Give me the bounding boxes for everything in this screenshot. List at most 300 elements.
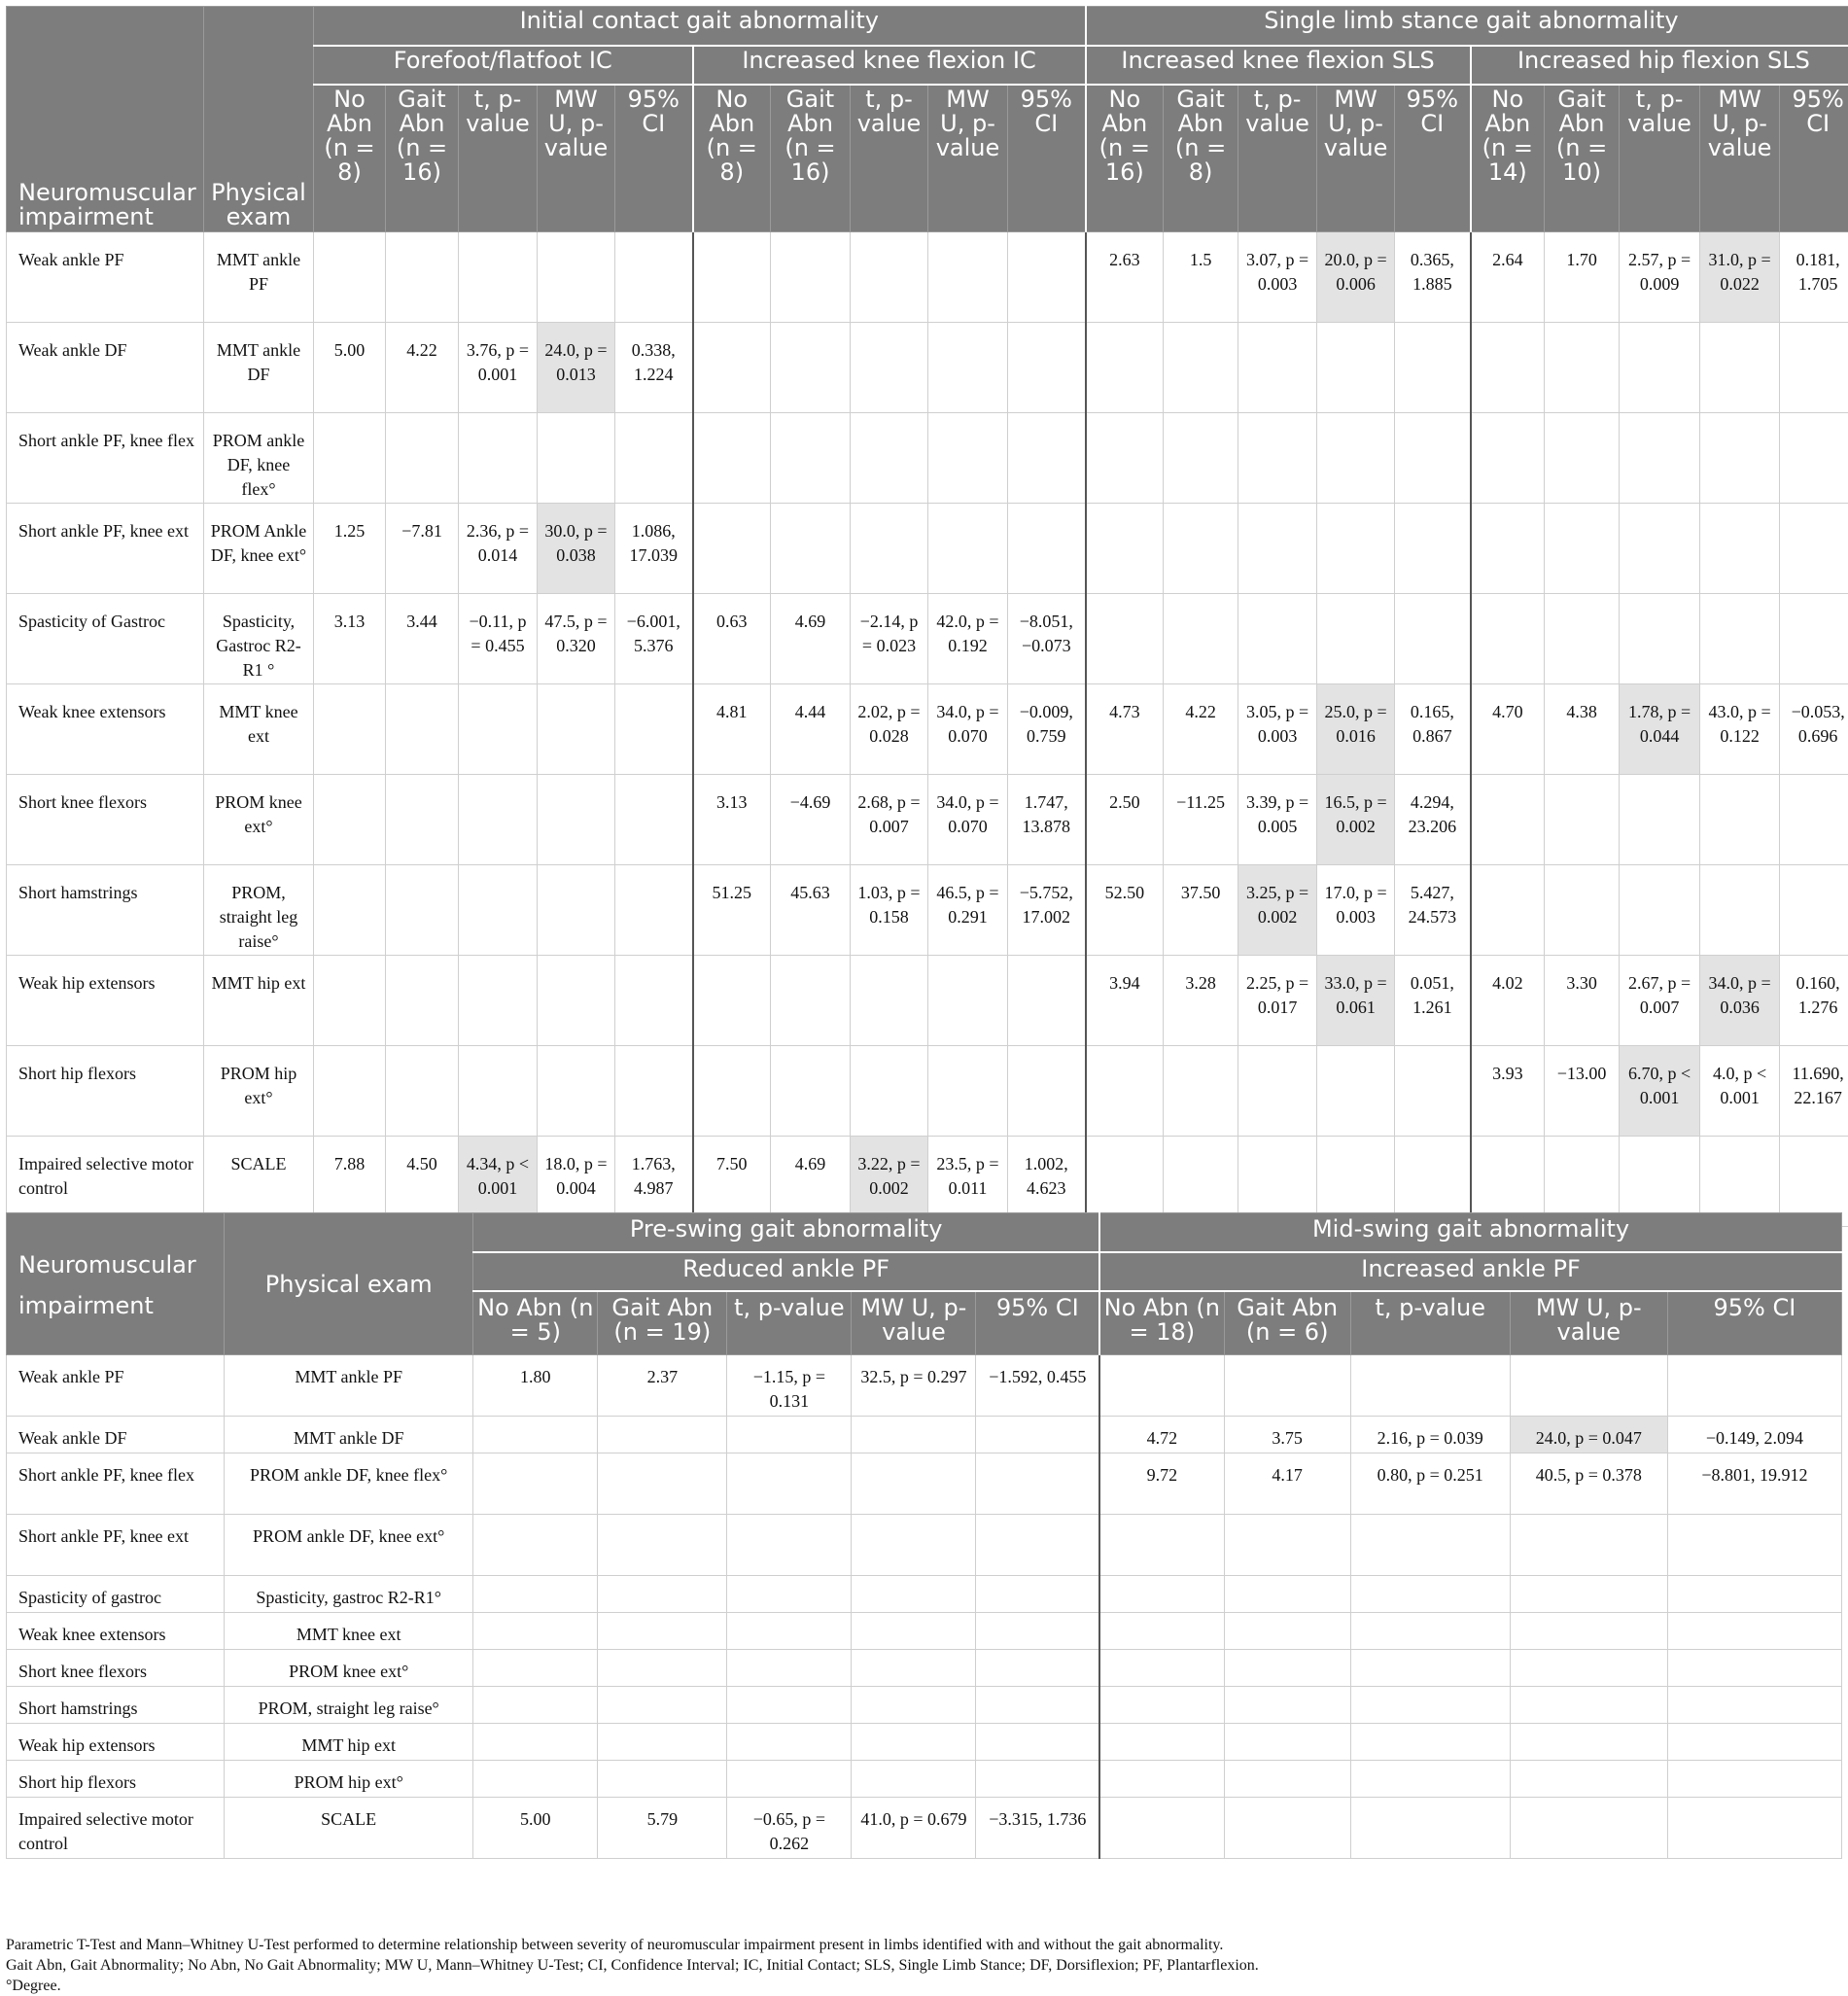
- impairment-cell: Impaired selective motor control: [7, 1798, 225, 1859]
- col-header: MW U, p-value: [1700, 85, 1780, 232]
- value-cell: 2.64: [1471, 232, 1545, 323]
- value-cell: [1667, 1724, 1841, 1761]
- value-cell: 32.5, p = 0.297: [852, 1355, 976, 1417]
- value-cell: [727, 1417, 852, 1453]
- value-cell: [1545, 504, 1620, 594]
- col-header: No Abn (n = 18): [1099, 1291, 1224, 1355]
- col-header: Gait Abn (n = 19): [598, 1291, 727, 1355]
- value-cell: 4.69: [771, 1137, 851, 1227]
- value-cell: 11.690, 22.167: [1780, 1046, 1848, 1137]
- value-cell: [1008, 504, 1086, 594]
- value-cell: [473, 1515, 598, 1576]
- table-row: [7, 775, 1848, 865]
- value-cell: [473, 1453, 598, 1515]
- impairment-cell: Short hip flexors: [7, 1046, 204, 1137]
- value-cell: [1545, 775, 1620, 865]
- exam-cell: PROM, straight leg raise°: [225, 1687, 473, 1724]
- value-cell: [928, 1046, 1008, 1137]
- table-row: [7, 1761, 1842, 1798]
- value-cell: [1317, 594, 1395, 684]
- table-row: [7, 1650, 1842, 1687]
- value-cell: [852, 1650, 976, 1687]
- value-cell: 3.94: [1086, 956, 1164, 1046]
- value-cell: −0.65, p = 0.262: [727, 1798, 852, 1859]
- col-header: 95% CI: [1667, 1291, 1841, 1355]
- value-cell: 3.13: [693, 775, 771, 865]
- value-cell: 0.181, 1.705: [1780, 232, 1848, 323]
- value-cell: [1350, 1613, 1510, 1650]
- value-cell: [1350, 1576, 1510, 1613]
- value-cell: [1099, 1724, 1224, 1761]
- value-cell: 18.0, p = 0.004: [538, 1137, 615, 1227]
- value-cell: −13.00: [1545, 1046, 1620, 1137]
- value-cell: [1700, 865, 1780, 956]
- value-cell: 1.763, 4.987: [615, 1137, 693, 1227]
- value-cell: [851, 504, 928, 594]
- value-cell: [459, 232, 538, 323]
- value-cell: [1620, 413, 1700, 504]
- value-cell: [1667, 1515, 1841, 1576]
- value-cell: [928, 413, 1008, 504]
- value-cell: [1667, 1650, 1841, 1687]
- value-cell: [314, 413, 386, 504]
- value-cell: 7.88: [314, 1137, 386, 1227]
- value-cell: 2.67, p = 0.007: [1620, 956, 1700, 1046]
- value-cell: 24.0, p = 0.013: [538, 323, 615, 413]
- value-cell: [1510, 1355, 1667, 1417]
- value-cell: 4.72: [1099, 1417, 1224, 1453]
- table-footnotes: [6, 1935, 1842, 1996]
- col-header: t, p-value: [727, 1291, 852, 1355]
- value-cell: [1099, 1650, 1224, 1687]
- table-row: [7, 1724, 1842, 1761]
- value-cell: −3.315, 1.736: [976, 1798, 1099, 1859]
- footnote-degree: °Degree.: [6, 1978, 61, 1994]
- value-cell: [1667, 1761, 1841, 1798]
- value-cell: 4.294, 23.206: [1395, 775, 1471, 865]
- value-cell: [1350, 1650, 1510, 1687]
- sub-forefoot-ic: Forefoot/flatfoot IC: [314, 46, 693, 85]
- impairment-cell: Impaired selective motor control: [7, 1137, 204, 1227]
- value-cell: [1086, 504, 1164, 594]
- col-header: No Abn (n = 8): [693, 85, 771, 232]
- value-cell: 6.70, p < 0.001: [1620, 1046, 1700, 1137]
- value-cell: [459, 775, 538, 865]
- value-cell: [1317, 504, 1395, 594]
- table-row: [7, 413, 1848, 504]
- value-cell: [1350, 1761, 1510, 1798]
- exam-cell: PROM ankle DF, knee flex°: [225, 1453, 473, 1515]
- value-cell: [1471, 775, 1545, 865]
- value-cell: 51.25: [693, 865, 771, 956]
- value-cell: [1224, 1687, 1350, 1724]
- exam-cell: SCALE: [225, 1798, 473, 1859]
- value-cell: [598, 1417, 727, 1453]
- col-header: MW U, p-value: [852, 1291, 976, 1355]
- table-row: [7, 1417, 1842, 1453]
- value-cell: 0.338, 1.224: [615, 323, 693, 413]
- col-header: 95% CI: [1395, 85, 1471, 232]
- exam-cell: PROM knee ext°: [225, 1650, 473, 1687]
- exam-cell: PROM hip ext°: [225, 1761, 473, 1798]
- value-cell: 1.03, p = 0.158: [851, 865, 928, 956]
- value-cell: [1238, 323, 1317, 413]
- value-cell: [314, 956, 386, 1046]
- value-cell: [1700, 413, 1780, 504]
- value-cell: 2.50: [1086, 775, 1164, 865]
- exam-cell: MMT ankle DF: [225, 1417, 473, 1453]
- value-cell: [1086, 413, 1164, 504]
- value-cell: [852, 1687, 976, 1724]
- value-cell: [1510, 1724, 1667, 1761]
- col-exam-header: Physical exam: [225, 1213, 473, 1355]
- impairment-cell: Short knee flexors: [7, 1650, 225, 1687]
- value-cell: [538, 956, 615, 1046]
- value-cell: 2.02, p = 0.028: [851, 684, 928, 775]
- value-cell: [851, 413, 928, 504]
- value-cell: [1224, 1515, 1350, 1576]
- col-header: No Abn (n = 5): [473, 1291, 598, 1355]
- value-cell: [1510, 1576, 1667, 1613]
- value-cell: [1700, 504, 1780, 594]
- value-cell: [852, 1515, 976, 1576]
- value-cell: 4.22: [386, 323, 459, 413]
- value-cell: [852, 1761, 976, 1798]
- value-cell: [1238, 504, 1317, 594]
- value-cell: [928, 504, 1008, 594]
- value-cell: 17.0, p = 0.003: [1317, 865, 1395, 956]
- value-cell: [771, 323, 851, 413]
- value-cell: [1317, 413, 1395, 504]
- value-cell: [1700, 775, 1780, 865]
- value-cell: [1510, 1798, 1667, 1859]
- value-cell: [386, 413, 459, 504]
- value-cell: 3.93: [1471, 1046, 1545, 1137]
- value-cell: [1317, 1046, 1395, 1137]
- value-cell: [1780, 775, 1848, 865]
- impairment-cell: Short ankle PF, knee ext: [7, 504, 204, 594]
- value-cell: [976, 1515, 1099, 1576]
- value-cell: [1164, 594, 1238, 684]
- value-cell: [1510, 1687, 1667, 1724]
- value-cell: 52.50: [1086, 865, 1164, 956]
- value-cell: [1471, 323, 1545, 413]
- value-cell: [771, 956, 851, 1046]
- value-cell: [598, 1724, 727, 1761]
- exam-cell: MMT knee ext: [204, 684, 314, 775]
- value-cell: [1780, 865, 1848, 956]
- value-cell: 2.36, p = 0.014: [459, 504, 538, 594]
- value-cell: [727, 1650, 852, 1687]
- value-cell: 0.160, 1.276: [1780, 956, 1848, 1046]
- value-cell: [1395, 504, 1471, 594]
- value-cell: [386, 1046, 459, 1137]
- value-cell: −7.81: [386, 504, 459, 594]
- col-header: t, p-value: [459, 85, 538, 232]
- value-cell: [538, 232, 615, 323]
- value-cell: 5.427, 24.573: [1395, 865, 1471, 956]
- value-cell: 46.5, p = 0.291: [928, 865, 1008, 956]
- value-cell: [1224, 1576, 1350, 1613]
- value-cell: [771, 1046, 851, 1137]
- value-cell: [538, 865, 615, 956]
- group-pre-swing: Pre-swing gait abnormality: [473, 1213, 1099, 1252]
- value-cell: 4.81: [693, 684, 771, 775]
- value-cell: [386, 232, 459, 323]
- value-cell: 7.50: [693, 1137, 771, 1227]
- value-cell: [598, 1453, 727, 1515]
- value-cell: [771, 504, 851, 594]
- col-exam-header: Physical exam: [204, 7, 314, 232]
- value-cell: [976, 1650, 1099, 1687]
- value-cell: 2.63: [1086, 232, 1164, 323]
- value-cell: [1350, 1724, 1510, 1761]
- value-cell: [1620, 865, 1700, 956]
- col-header: No Abn (n = 16): [1086, 85, 1164, 232]
- exam-cell: PROM, straight leg raise°: [204, 865, 314, 956]
- value-cell: 3.13: [314, 594, 386, 684]
- value-cell: [852, 1453, 976, 1515]
- value-cell: [598, 1650, 727, 1687]
- footnote-abbreviations: Gait Abn, Gait Abnormality; No Abn, No Gait Abnormality; MW U, Mann–Whitney U-Test; CI, Confidence Interval; IC, Initial Contact; SLS, Single Limb Stance; DF, Dorsiflexion; PF, Plantarflexion.: [6, 1957, 1259, 1974]
- value-cell: [1700, 594, 1780, 684]
- value-cell: [1224, 1613, 1350, 1650]
- exam-cell: PROM knee ext°: [204, 775, 314, 865]
- value-cell: [852, 1724, 976, 1761]
- value-cell: −6.001, 5.376: [615, 594, 693, 684]
- value-cell: [1350, 1798, 1510, 1859]
- value-cell: [386, 775, 459, 865]
- value-cell: [852, 1417, 976, 1453]
- value-cell: [693, 956, 771, 1046]
- table-row: [7, 1798, 1842, 1859]
- footnote-tests: Parametric T-Test and Mann–Whitney U-Test performed to determine relationship between severity of neuromuscular impairment present in limbs identified with and without the gait abnormality.: [6, 1937, 1224, 1953]
- value-cell: 4.0, p < 0.001: [1700, 1046, 1780, 1137]
- value-cell: −1.592, 0.455: [976, 1355, 1099, 1417]
- exam-cell: MMT ankle PF: [204, 232, 314, 323]
- value-cell: 4.73: [1086, 684, 1164, 775]
- value-cell: [1780, 504, 1848, 594]
- value-cell: [538, 1046, 615, 1137]
- table-row: [7, 594, 1848, 684]
- value-cell: 4.50: [386, 1137, 459, 1227]
- value-cell: −11.25: [1164, 775, 1238, 865]
- value-cell: [976, 1417, 1099, 1453]
- value-cell: [928, 323, 1008, 413]
- value-cell: [1008, 956, 1086, 1046]
- value-cell: 9.72: [1099, 1453, 1224, 1515]
- value-cell: 4.69: [771, 594, 851, 684]
- value-cell: [1471, 594, 1545, 684]
- value-cell: [851, 232, 928, 323]
- value-cell: 3.05, p = 0.003: [1238, 684, 1317, 775]
- group-mid-swing: Mid-swing gait abnormality: [1099, 1213, 1841, 1252]
- value-cell: [473, 1761, 598, 1798]
- impairment-cell: Short ankle PF, knee flex: [7, 1453, 225, 1515]
- col-impairment-header: Neuromuscular impairment: [7, 7, 204, 232]
- value-cell: [1395, 594, 1471, 684]
- value-cell: [598, 1761, 727, 1798]
- group-single-limb-stance: Single limb stance gait abnormality: [1086, 7, 1848, 46]
- value-cell: 0.63: [693, 594, 771, 684]
- value-cell: [727, 1724, 852, 1761]
- value-cell: [1008, 1046, 1086, 1137]
- value-cell: [459, 865, 538, 956]
- value-cell: [1086, 323, 1164, 413]
- value-cell: [1395, 1046, 1471, 1137]
- value-cell: [1510, 1650, 1667, 1687]
- value-cell: [538, 413, 615, 504]
- results-table-stance: [6, 6, 1848, 1227]
- value-cell: 42.0, p = 0.192: [928, 594, 1008, 684]
- value-cell: 3.30: [1545, 956, 1620, 1046]
- value-cell: −0.11, p = 0.455: [459, 594, 538, 684]
- value-cell: [1224, 1650, 1350, 1687]
- value-cell: [473, 1576, 598, 1613]
- value-cell: 41.0, p = 0.679: [852, 1798, 976, 1859]
- sub-hip-flexion-sls: Increased hip flexion SLS: [1471, 46, 1848, 85]
- value-cell: [598, 1613, 727, 1650]
- value-cell: 3.07, p = 0.003: [1238, 232, 1317, 323]
- col-header: Gait Abn (n = 8): [1164, 85, 1238, 232]
- value-cell: −0.053, 0.696: [1780, 684, 1848, 775]
- value-cell: [598, 1515, 727, 1576]
- value-cell: 43.0, p = 0.122: [1700, 684, 1780, 775]
- exam-cell: PROM hip ext°: [204, 1046, 314, 1137]
- value-cell: [1780, 413, 1848, 504]
- impairment-cell: Weak hip extensors: [7, 956, 204, 1046]
- value-cell: 34.0, p = 0.070: [928, 775, 1008, 865]
- table-row: [7, 865, 1848, 956]
- value-cell: [1317, 323, 1395, 413]
- value-cell: [1545, 323, 1620, 413]
- impairment-cell: Short knee flexors: [7, 775, 204, 865]
- exam-cell: MMT knee ext: [225, 1613, 473, 1650]
- value-cell: 3.39, p = 0.005: [1238, 775, 1317, 865]
- value-cell: [386, 956, 459, 1046]
- value-cell: [1510, 1761, 1667, 1798]
- exam-cell: MMT ankle PF: [225, 1355, 473, 1417]
- value-cell: 1.747, 13.878: [1008, 775, 1086, 865]
- value-cell: 24.0, p = 0.047: [1510, 1417, 1667, 1453]
- exam-cell: MMT hip ext: [225, 1724, 473, 1761]
- impairment-cell: Weak knee extensors: [7, 684, 204, 775]
- value-cell: 4.02: [1471, 956, 1545, 1046]
- value-cell: 1.80: [473, 1355, 598, 1417]
- value-cell: 33.0, p = 0.061: [1317, 956, 1395, 1046]
- value-cell: [727, 1453, 852, 1515]
- value-cell: [1008, 323, 1086, 413]
- value-cell: [538, 684, 615, 775]
- impairment-cell: Short hamstrings: [7, 1687, 225, 1724]
- col-header: MW U, p-value: [538, 85, 615, 232]
- value-cell: [1545, 413, 1620, 504]
- value-cell: 0.80, p = 0.251: [1350, 1453, 1510, 1515]
- group-initial-contact: Initial contact gait abnormality: [314, 7, 1086, 46]
- value-cell: 4.70: [1471, 684, 1545, 775]
- value-cell: −4.69: [771, 775, 851, 865]
- exam-cell: MMT ankle DF: [204, 323, 314, 413]
- value-cell: 16.5, p = 0.002: [1317, 775, 1395, 865]
- value-cell: [473, 1687, 598, 1724]
- value-cell: [1099, 1761, 1224, 1798]
- value-cell: 5.79: [598, 1798, 727, 1859]
- col-header: 95% CI: [1780, 85, 1848, 232]
- value-cell: [1350, 1355, 1510, 1417]
- sub-reduced-ankle-pf: Reduced ankle PF: [473, 1252, 1099, 1291]
- value-cell: [473, 1724, 598, 1761]
- value-cell: 5.00: [314, 323, 386, 413]
- col-impairment-header: Neuromuscular impairment: [7, 1213, 225, 1355]
- value-cell: [314, 775, 386, 865]
- value-cell: 25.0, p = 0.016: [1317, 684, 1395, 775]
- table-row: [7, 504, 1848, 594]
- value-cell: [1008, 413, 1086, 504]
- value-cell: 34.0, p = 0.036: [1700, 956, 1780, 1046]
- col-header: Gait Abn (n = 16): [771, 85, 851, 232]
- value-cell: [538, 775, 615, 865]
- value-cell: 20.0, p = 0.006: [1317, 232, 1395, 323]
- value-cell: [459, 413, 538, 504]
- value-cell: [852, 1613, 976, 1650]
- impairment-cell: Weak knee extensors: [7, 1613, 225, 1650]
- sub-increased-ankle-pf: Increased ankle PF: [1099, 1252, 1841, 1291]
- value-cell: [693, 413, 771, 504]
- value-cell: [1164, 1046, 1238, 1137]
- table-row: [7, 232, 1848, 323]
- value-cell: [851, 1046, 928, 1137]
- exam-cell: PROM Ankle DF, knee ext°: [204, 504, 314, 594]
- value-cell: [693, 1046, 771, 1137]
- value-cell: [1510, 1613, 1667, 1650]
- value-cell: 0.365, 1.885: [1395, 232, 1471, 323]
- value-cell: 2.16, p = 0.039: [1350, 1417, 1510, 1453]
- value-cell: [1099, 1515, 1224, 1576]
- value-cell: [852, 1576, 976, 1613]
- value-cell: [976, 1453, 1099, 1515]
- value-cell: [976, 1724, 1099, 1761]
- value-cell: [928, 232, 1008, 323]
- value-cell: [459, 684, 538, 775]
- value-cell: 4.34, p < 0.001: [459, 1137, 538, 1227]
- value-cell: [1780, 594, 1848, 684]
- impairment-cell: Short ankle PF, knee flex: [7, 413, 204, 504]
- value-cell: [615, 1046, 693, 1137]
- value-cell: [851, 956, 928, 1046]
- col-header: t, p-value: [1350, 1291, 1510, 1355]
- value-cell: [314, 1046, 386, 1137]
- value-cell: [1099, 1613, 1224, 1650]
- col-header: Gait Abn (n = 16): [386, 85, 459, 232]
- value-cell: [615, 865, 693, 956]
- value-cell: [1620, 504, 1700, 594]
- value-cell: [1350, 1687, 1510, 1724]
- value-cell: [976, 1687, 1099, 1724]
- value-cell: 30.0, p = 0.038: [538, 504, 615, 594]
- table-row: [7, 1515, 1842, 1576]
- value-cell: 1.70: [1545, 232, 1620, 323]
- value-cell: [1620, 594, 1700, 684]
- impairment-cell: Spasticity of gastroc: [7, 1576, 225, 1613]
- value-cell: 31.0, p = 0.022: [1700, 232, 1780, 323]
- impairment-cell: Spasticity of Gastroc: [7, 594, 204, 684]
- value-cell: 5.00: [473, 1798, 598, 1859]
- value-cell: [1620, 323, 1700, 413]
- col-header: MW U, p-value: [928, 85, 1008, 232]
- value-cell: [1224, 1798, 1350, 1859]
- value-cell: 34.0, p = 0.070: [928, 684, 1008, 775]
- value-cell: [1471, 865, 1545, 956]
